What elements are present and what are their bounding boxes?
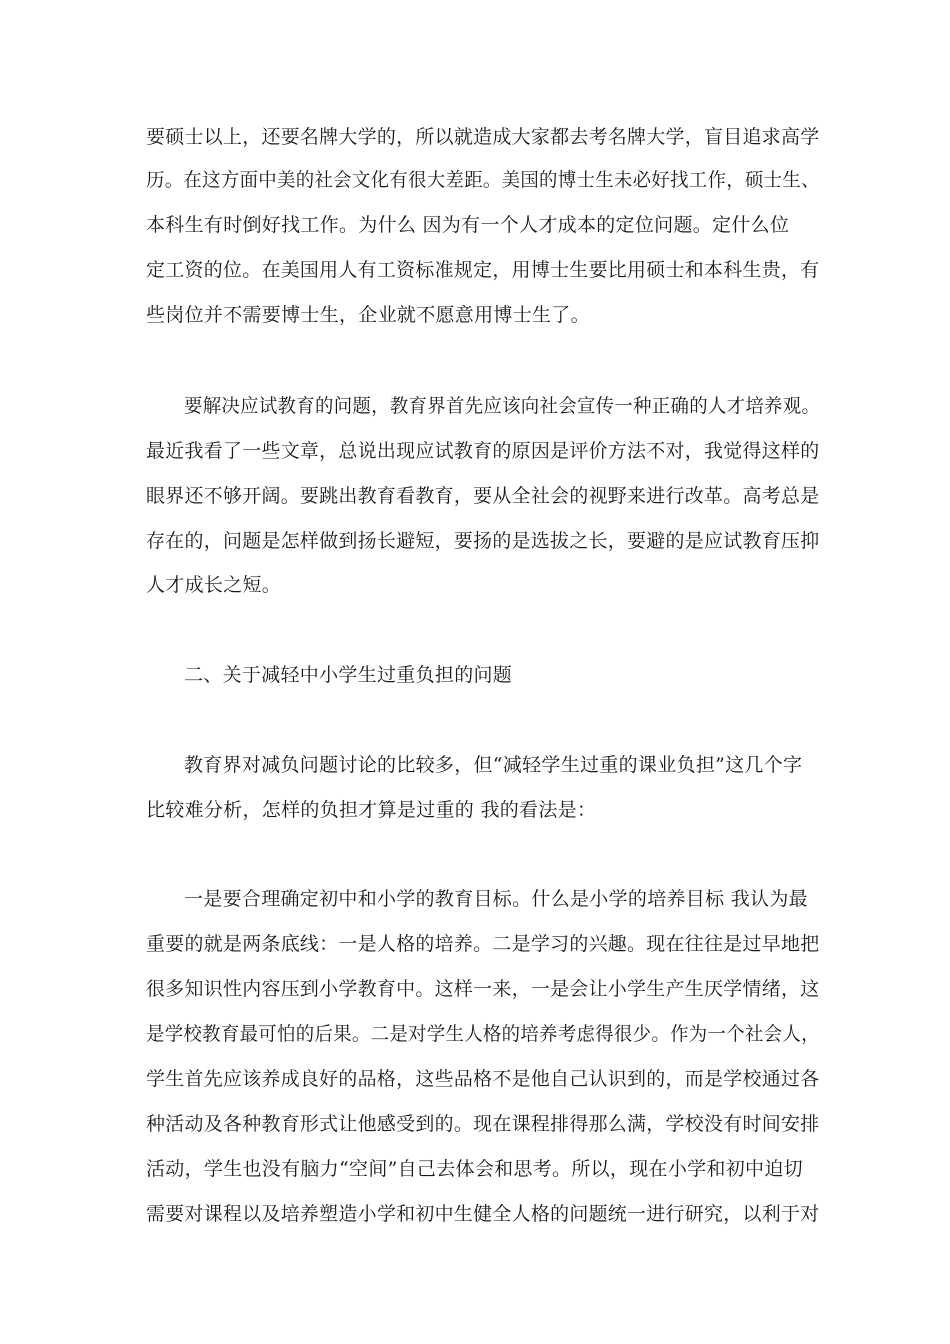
text-line: 是学校教育最可怕的后果。二是对学生人格的培养考虑得很少。作为一个社会人， xyxy=(146,1023,820,1045)
text-line: 一是要合理确定初中和小学的教育目标。什么是小学的培养目标 我认为最 xyxy=(184,888,808,910)
text-line: 活动，学生也没有脑力“空间”自己去体会和思考。所以，现在小学和初中迫切 xyxy=(146,1158,803,1180)
text-line: 重要的就是两条底线：一是人格的培养。二是学习的兴趣。现在往往是过早地把 xyxy=(146,933,820,955)
text-line: 学生首先应该养成良好的品格，这些品格不是他自己认识到的，而是学校通过各 xyxy=(146,1068,820,1090)
text-line: 存在的，问题是怎样做到扬长避短，要扬的是选拔之长，要避的是应试教育压抑 xyxy=(146,530,820,552)
text-line: 眼界还不够开阔。要跳出教育看教育，要从全社会的视野来进行改革。高考总是 xyxy=(146,485,820,507)
text-line: 要解决应试教育的问题，教育界首先应该向社会宣传一种正确的人才培养观。 xyxy=(184,395,821,417)
section-heading-text: 二、关于减轻中小学生过重负担的问题 xyxy=(184,664,513,686)
text-line: 种活动及各种教育形式让他感受到的。现在课程排得那么满，学校没有时间安排 xyxy=(146,1113,820,1135)
text-line: 定工资的位。在美国用人有工资标准规定，用博士生要比用硕士和本科生贵，有 xyxy=(146,259,820,281)
text-line: 比较难分析，怎样的负担才算是过重的 我的看法是： xyxy=(146,799,597,821)
text-line: 教育界对减负问题讨论的比较多，但“减轻学生过重的课业负担”这几个字 xyxy=(184,754,803,776)
text-line: 最近我看了一些文章，总说出现应试教育的原因是评价方法不对，我觉得这样的 xyxy=(146,440,820,462)
text-line: 历。在这方面中美的社会文化有很大差距。美国的博士生未必好找工作，硕士生、 xyxy=(146,169,820,191)
text-line: 要硕士以上，还要名牌大学的，所以就造成大家都去考名牌大学，盲目追求高学 xyxy=(146,126,820,148)
text-line: 人才成长之短。 xyxy=(146,574,282,596)
text-line: 需要对课程以及培养塑造小学和初中生健全人格的问题统一进行研究，以利于对 xyxy=(146,1203,820,1225)
text-line: 很多知识性内容压到小学教育中。这样一来，一是会让小学生产生厌学情绪，这 xyxy=(146,978,820,1000)
text-line: 本科生有时倒好找工作。为什么 因为有一个人才成本的定位问题。定什么位 xyxy=(146,214,790,236)
text-line: 些岗位并不需要博士生，企业就不愿意用博士生了。 xyxy=(146,304,590,326)
